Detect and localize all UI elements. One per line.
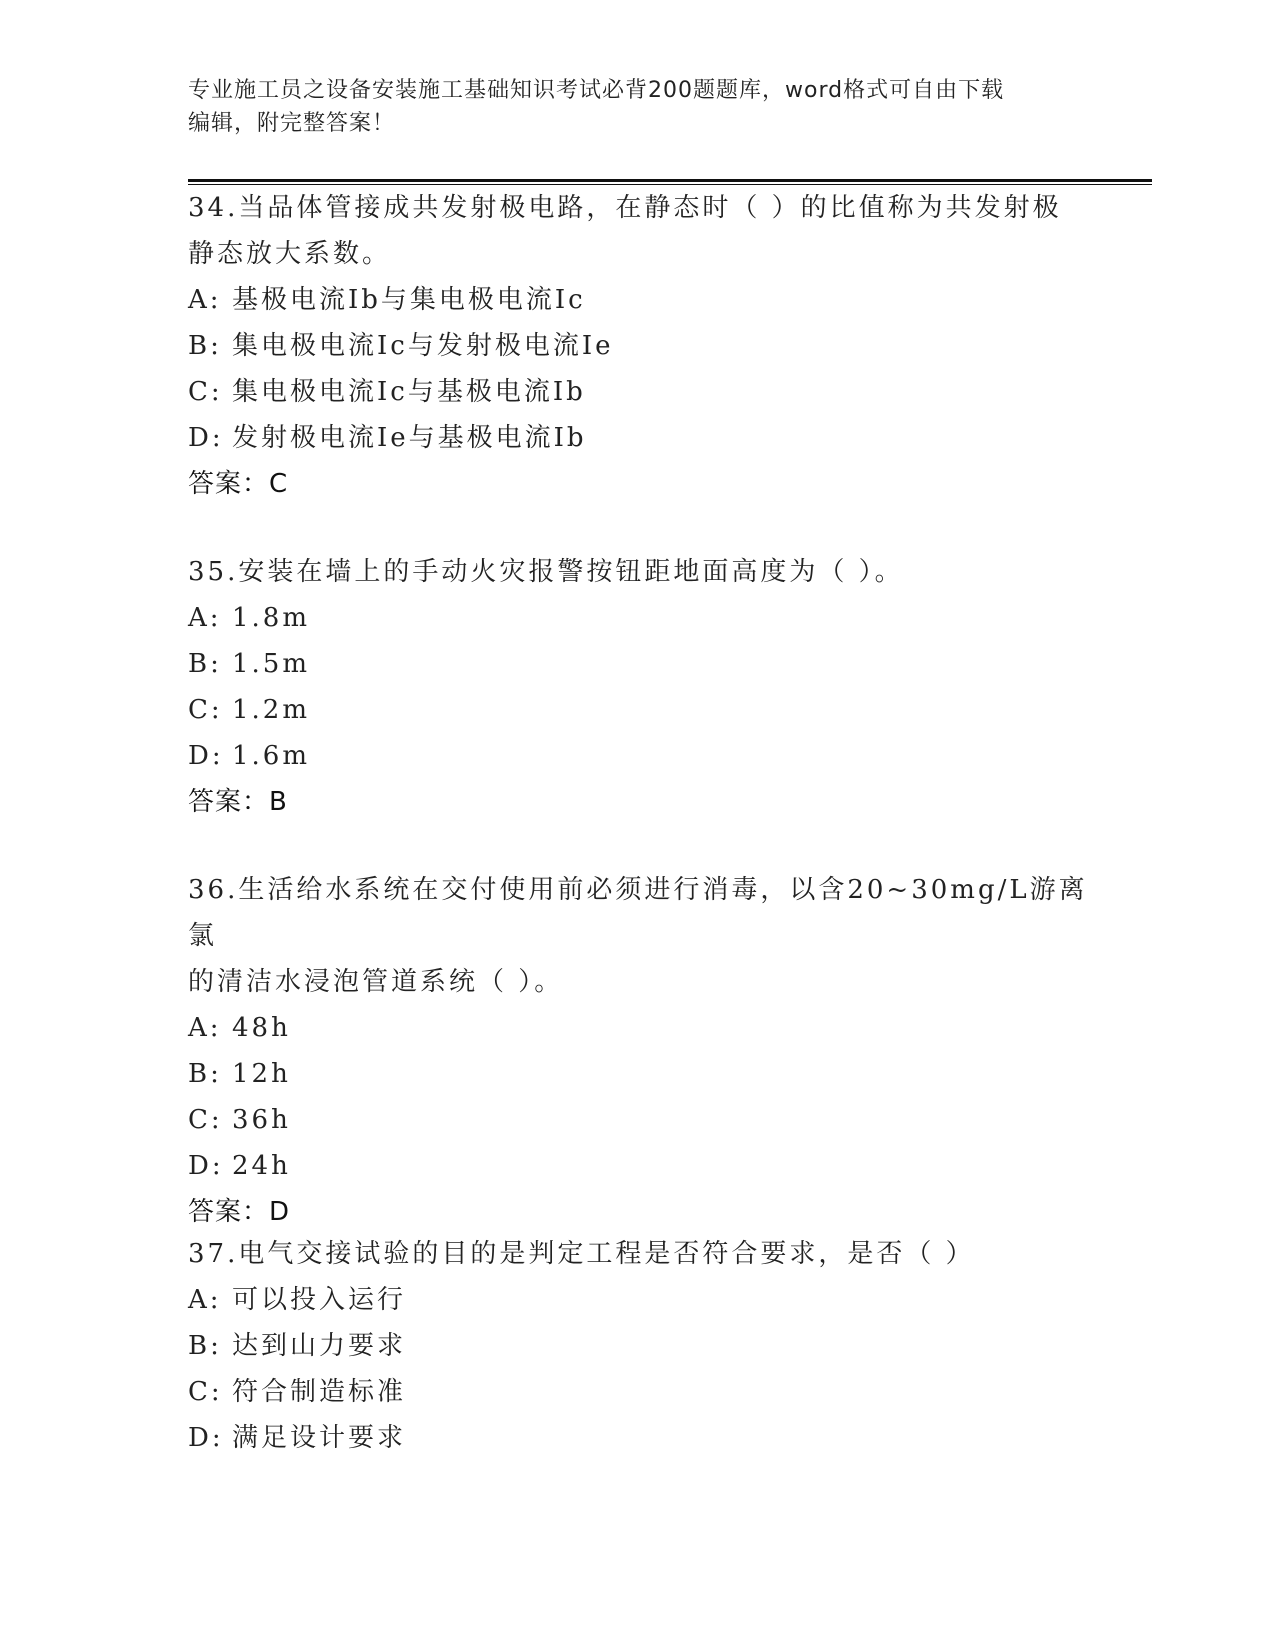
option-letter: A: xyxy=(188,1013,222,1043)
option-c xyxy=(188,687,1088,733)
option-a xyxy=(188,1277,1088,1323)
option-letter: C: xyxy=(188,377,223,407)
option-letter: B: xyxy=(188,331,222,361)
option-letter: C: xyxy=(188,1377,223,1407)
option-c xyxy=(188,1369,1088,1415)
option-letter: C: xyxy=(188,1105,223,1135)
option-c xyxy=(188,369,1088,415)
option-a xyxy=(188,1005,1088,1051)
question-37 xyxy=(188,1231,1088,1461)
document-header xyxy=(188,74,1068,140)
option-letter: D: xyxy=(188,423,224,453)
option-b xyxy=(188,1051,1088,1097)
question-stem-line-2: 静态放大系数。 xyxy=(188,239,392,269)
answer-label: 答案：D xyxy=(188,1197,291,1227)
option-text: 48h xyxy=(232,1013,291,1043)
header-line-1: 专业施工员之设备安装施工基础知识考试必背200题题库，word格式可自由下载 xyxy=(188,78,1005,103)
option-text: 1.2m xyxy=(232,695,311,725)
option-letter: B: xyxy=(188,649,222,679)
option-text: 基极电流Ib与集电极电流Ic xyxy=(232,285,586,315)
option-text: 集电极电流Ic与发射极电流Ie xyxy=(232,331,614,361)
option-d xyxy=(188,1143,1088,1189)
question-36 xyxy=(188,867,1088,1235)
option-text: 24h xyxy=(232,1151,291,1181)
option-text: 满足设计要求 xyxy=(232,1423,407,1453)
option-letter: D: xyxy=(188,741,224,771)
option-text: 达到山力要求 xyxy=(232,1331,407,1361)
answer-label: 答案：C xyxy=(188,469,289,499)
option-b xyxy=(188,1323,1088,1369)
option-text: 1.8m xyxy=(232,603,311,633)
option-letter: A: xyxy=(188,603,222,633)
option-text: 36h xyxy=(232,1105,291,1135)
option-c xyxy=(188,1097,1088,1143)
header-line-2: 编辑，附完整答案！ xyxy=(188,111,396,136)
question-stem-line-1: 34.当品体管接成共发射极电路，在静态时（ ）的比值称为共发射极 xyxy=(188,193,1062,223)
option-letter: D: xyxy=(188,1423,224,1453)
option-text: 集电极电流Ic与基极电流Ib xyxy=(232,377,586,407)
option-text: 1.6m xyxy=(232,741,311,771)
option-a xyxy=(188,595,1088,641)
option-text: 发射极电流Ie与基极电流Ib xyxy=(232,423,587,453)
option-text: 符合制造标准 xyxy=(232,1377,407,1407)
option-text: 1.5m xyxy=(232,649,311,679)
option-d xyxy=(188,1415,1088,1461)
option-letter: A: xyxy=(188,1285,222,1315)
question-stem-line-1: 35.安装在墙上的手动火灾报警按钮距地面高度为（ ）。 xyxy=(188,557,904,587)
option-text: 12h xyxy=(232,1059,291,1089)
question-35 xyxy=(188,549,1088,825)
option-b xyxy=(188,323,1088,369)
answer-label: 答案：B xyxy=(188,787,288,817)
option-b xyxy=(188,641,1088,687)
question-stem-line-1: 37.电气交接试验的目的是判定工程是否符合要求，是否（ ） xyxy=(188,1239,975,1269)
option-text: 可以投入运行 xyxy=(232,1285,407,1315)
option-d xyxy=(188,733,1088,779)
option-letter: B: xyxy=(188,1331,222,1361)
option-letter: B: xyxy=(188,1059,222,1089)
question-34 xyxy=(188,185,1088,507)
question-stem-line-1: 36.生活给水系统在交付使用前必须进行消毒，以含20~30mg/L游离氯 xyxy=(188,875,1088,951)
question-stem-line-2: 的清洁水浸泡管道系统（ ）。 xyxy=(188,967,564,997)
header-divider-thick xyxy=(188,179,1152,182)
option-letter: D: xyxy=(188,1151,224,1181)
option-a xyxy=(188,277,1088,323)
option-d xyxy=(188,415,1088,461)
option-letter: A: xyxy=(188,285,222,315)
option-letter: C: xyxy=(188,695,223,725)
